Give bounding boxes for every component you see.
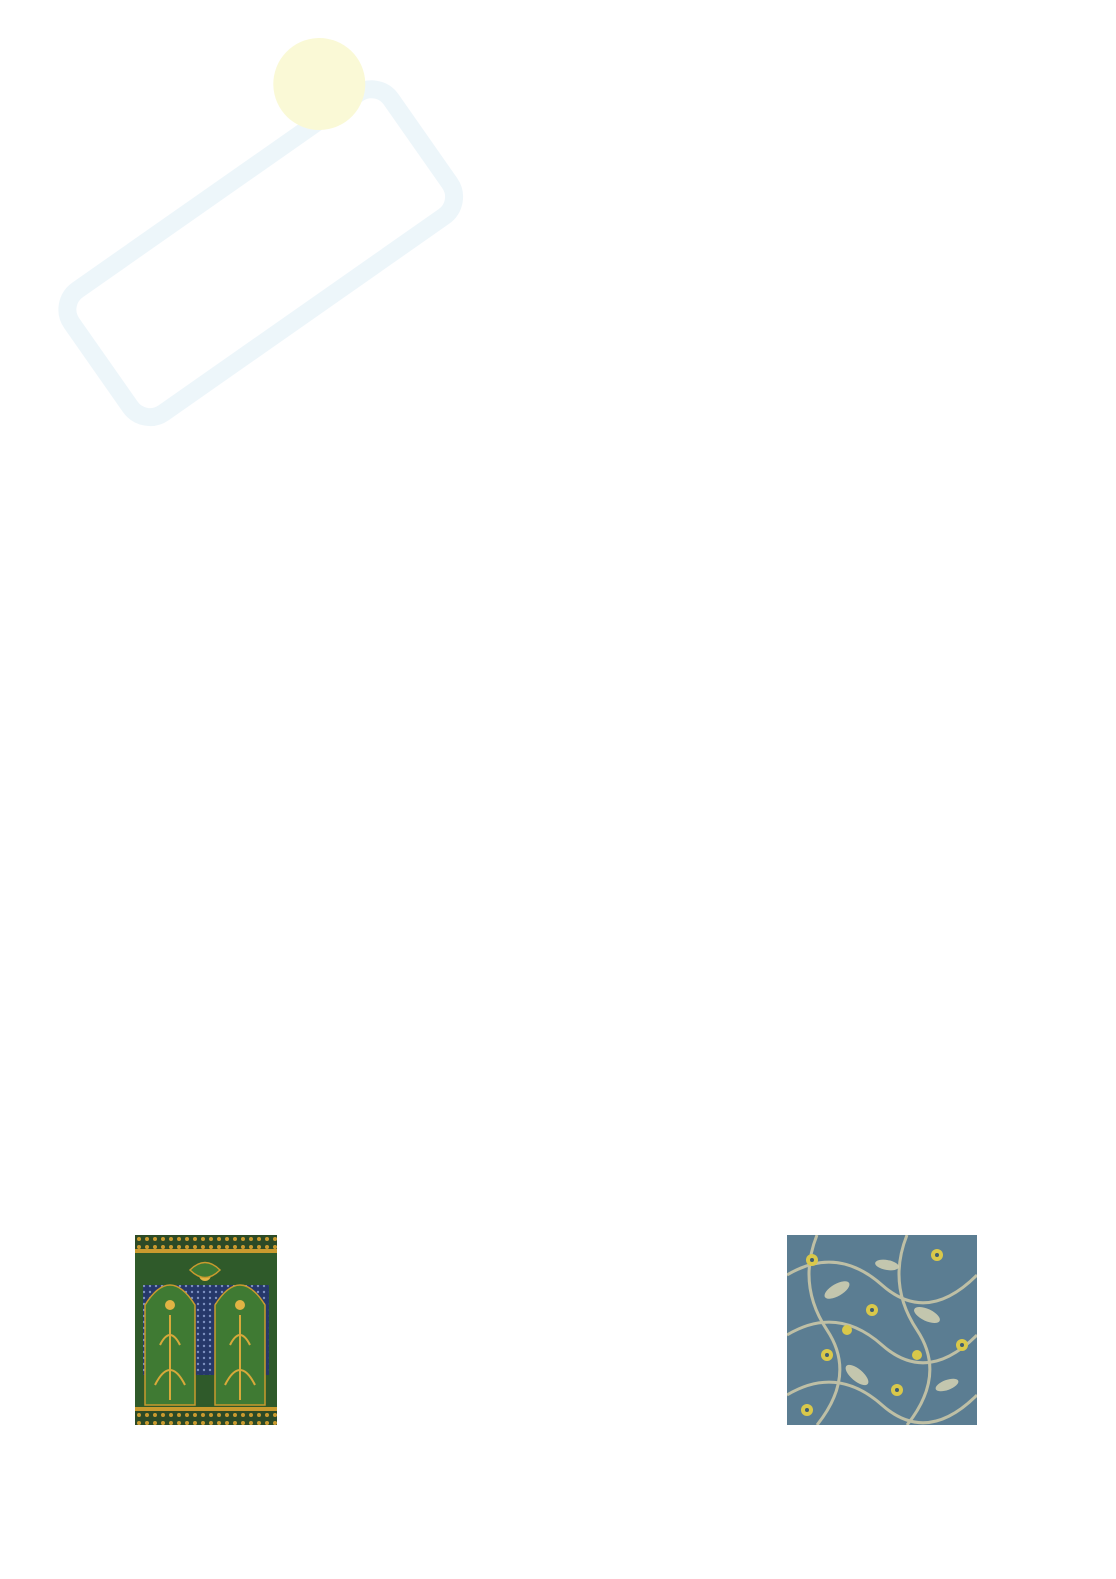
skuola-watermark-logo (20, 30, 490, 460)
figure-row (135, 1235, 980, 1425)
morris-wallpaper-image (787, 1235, 977, 1425)
page-body (135, 148, 980, 192)
dresser-wallpaper-image (135, 1235, 277, 1425)
